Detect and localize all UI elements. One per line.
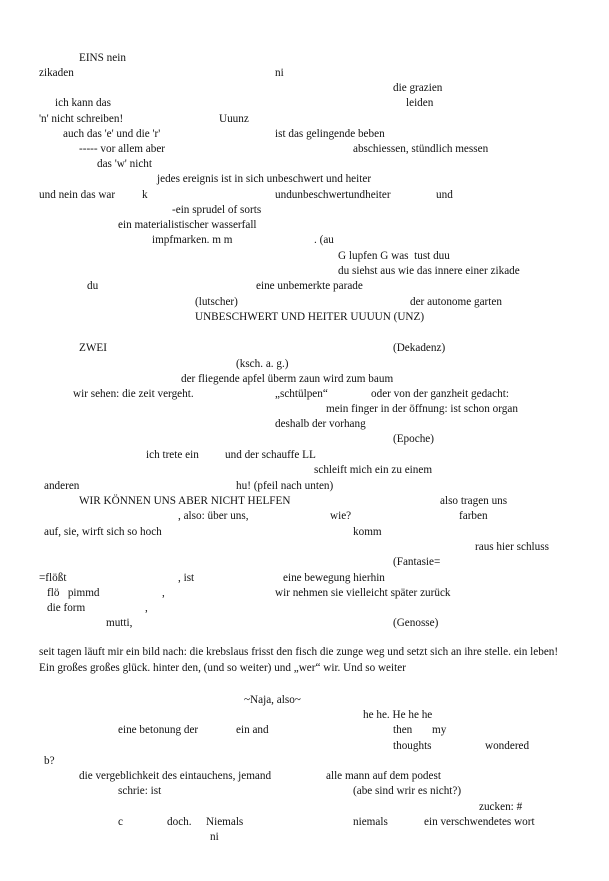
poem-line: zucken: #	[479, 801, 523, 813]
poem-line: eine unbemerkte parade	[256, 280, 363, 292]
poem-line: abschiessen, stündlich messen	[353, 143, 489, 155]
poem-line: ich kann das	[55, 97, 111, 109]
poem-line: auf, sie, wirft sich so hoch	[44, 526, 162, 538]
poem-line: 'n' nicht schreiben!	[39, 113, 124, 125]
poem-line: ein materialistischer wasserfall	[118, 219, 257, 231]
poem-line: zikaden	[39, 67, 74, 79]
poem-line: die vergeblichkeit des eintauchens, jemand	[79, 770, 272, 782]
heading-zwei: ZWEI	[79, 342, 107, 354]
poem-line: then	[393, 724, 413, 736]
poem-line: ----- vor allem aber	[79, 143, 166, 155]
poem-line: eine betonung der	[118, 724, 199, 736]
poem-line: und nein das war	[39, 189, 116, 201]
poem-line: niemals	[353, 816, 388, 828]
poem-line: schleift mich ein zu einem	[314, 464, 433, 476]
poem-line: oder von der ganzheit gedacht:	[371, 388, 509, 400]
poem-line: farben	[459, 510, 488, 522]
poem-line: Niemals	[206, 816, 244, 828]
poem-line: (ksch. a. g.)	[236, 358, 289, 370]
poem-line: die form	[47, 602, 86, 614]
poem-line: ein verschwendetes wort	[424, 816, 535, 828]
poem-line: my	[432, 724, 447, 736]
poem-line: =flößt	[39, 572, 67, 584]
poem-line: (Dekadenz)	[393, 342, 446, 354]
poem-line: wir sehen: die zeit vergeht.	[73, 388, 194, 400]
poem-line: UNBESCHWERT UND HEITER UUUUN (UNZ)	[195, 311, 425, 323]
poem-line: G lupfen G was tust duu	[338, 250, 450, 262]
poem-line: alle mann auf dem podest	[326, 770, 441, 782]
poem-line: komm	[353, 526, 382, 538]
poem-line: wir nehmen sie vielleicht später zurück	[275, 587, 451, 599]
poem-line: mein finger in der öffnung: ist schon organ	[326, 403, 518, 415]
poem-line: (lutscher)	[195, 296, 238, 308]
poem-line: und	[436, 189, 453, 201]
poem-line: schrie: ist	[118, 785, 162, 797]
poem-line: ni	[210, 831, 219, 843]
poem-line: „schtülpen“	[275, 388, 328, 400]
poem-line: ein and	[236, 724, 269, 736]
poem-line: (abe sind wrir es nicht?)	[353, 785, 462, 797]
poem-line: ,	[145, 602, 148, 614]
poem-line: du	[87, 280, 99, 292]
poem-line: leiden	[406, 97, 434, 109]
poem-line: anderen	[44, 480, 80, 492]
poem-line: . (au	[314, 234, 334, 246]
poem-line: k	[142, 189, 148, 201]
poem-line: ich trete ein	[146, 449, 199, 461]
poem-line: -ein sprudel of sorts	[172, 204, 262, 216]
poem-line: ~Naja, also~	[244, 694, 301, 706]
poem-line: , ist	[178, 572, 195, 584]
poem-line: wie?	[330, 510, 352, 522]
poem-line: der autonome garten	[410, 296, 502, 308]
prose-paragraph: seit tagen läuft mir ein bild nach: die krebslaus frisst den fisch die zunge weg und setzt sich an ihre stelle. ein leben! Ein großes großes glück. hinter den, (und so weiter) und „wer“ wir. Und so weiter	[39, 646, 559, 674]
poem-line: b?	[44, 755, 55, 767]
poem-line: jedes ereignis ist in sich unbeschwert und heiter	[157, 173, 372, 185]
poem-line: doch.	[167, 816, 192, 828]
poem-line: und der schauffe LL	[225, 449, 316, 461]
poem-line: eine bewegung hierhin	[283, 572, 385, 584]
poem-line: he he. He he he	[363, 709, 433, 721]
poem-line: thoughts	[393, 740, 432, 752]
poem-line: auch das 'e' und die 'r'	[63, 128, 161, 140]
poem-line: das 'w' nicht	[97, 158, 152, 170]
poem-line: raus hier schluss	[475, 541, 549, 553]
poem-line: (Epoche)	[393, 433, 434, 445]
poem-line: ni	[275, 67, 284, 79]
poem-line: flö pimmd	[47, 587, 100, 599]
poem-line: ,	[162, 587, 165, 599]
poem-line: c	[118, 816, 123, 828]
poem-line: (Genosse)	[393, 617, 439, 629]
poem-line: Uuunz	[219, 113, 249, 125]
poem-line: , also: über uns,	[178, 510, 249, 522]
poem-line: hu! (pfeil nach unten)	[236, 480, 334, 492]
poem-line: also tragen uns	[440, 495, 508, 507]
poem-line: WIR KÖNNEN UNS ABER NICHT HELFEN	[79, 495, 291, 507]
poem-line: du siehst aus wie das innere einer zikade	[338, 265, 520, 277]
poem-line: impfmarken. m m	[152, 234, 233, 246]
poem-line: die grazien	[393, 82, 443, 94]
poem-line: wondered	[485, 740, 530, 752]
poem-line: mutti,	[106, 617, 133, 629]
poem-line: undunbeschwertundheiter	[275, 189, 391, 201]
poem-line: (Fantasie=	[393, 556, 441, 568]
poem-line: der fliegende apfel überm zaun wird zum baum	[181, 373, 394, 385]
poem-line: ist das gelingende beben	[275, 128, 385, 140]
heading-eins: EINS nein	[79, 52, 126, 64]
poem-line: deshalb der vorhang	[275, 418, 366, 430]
